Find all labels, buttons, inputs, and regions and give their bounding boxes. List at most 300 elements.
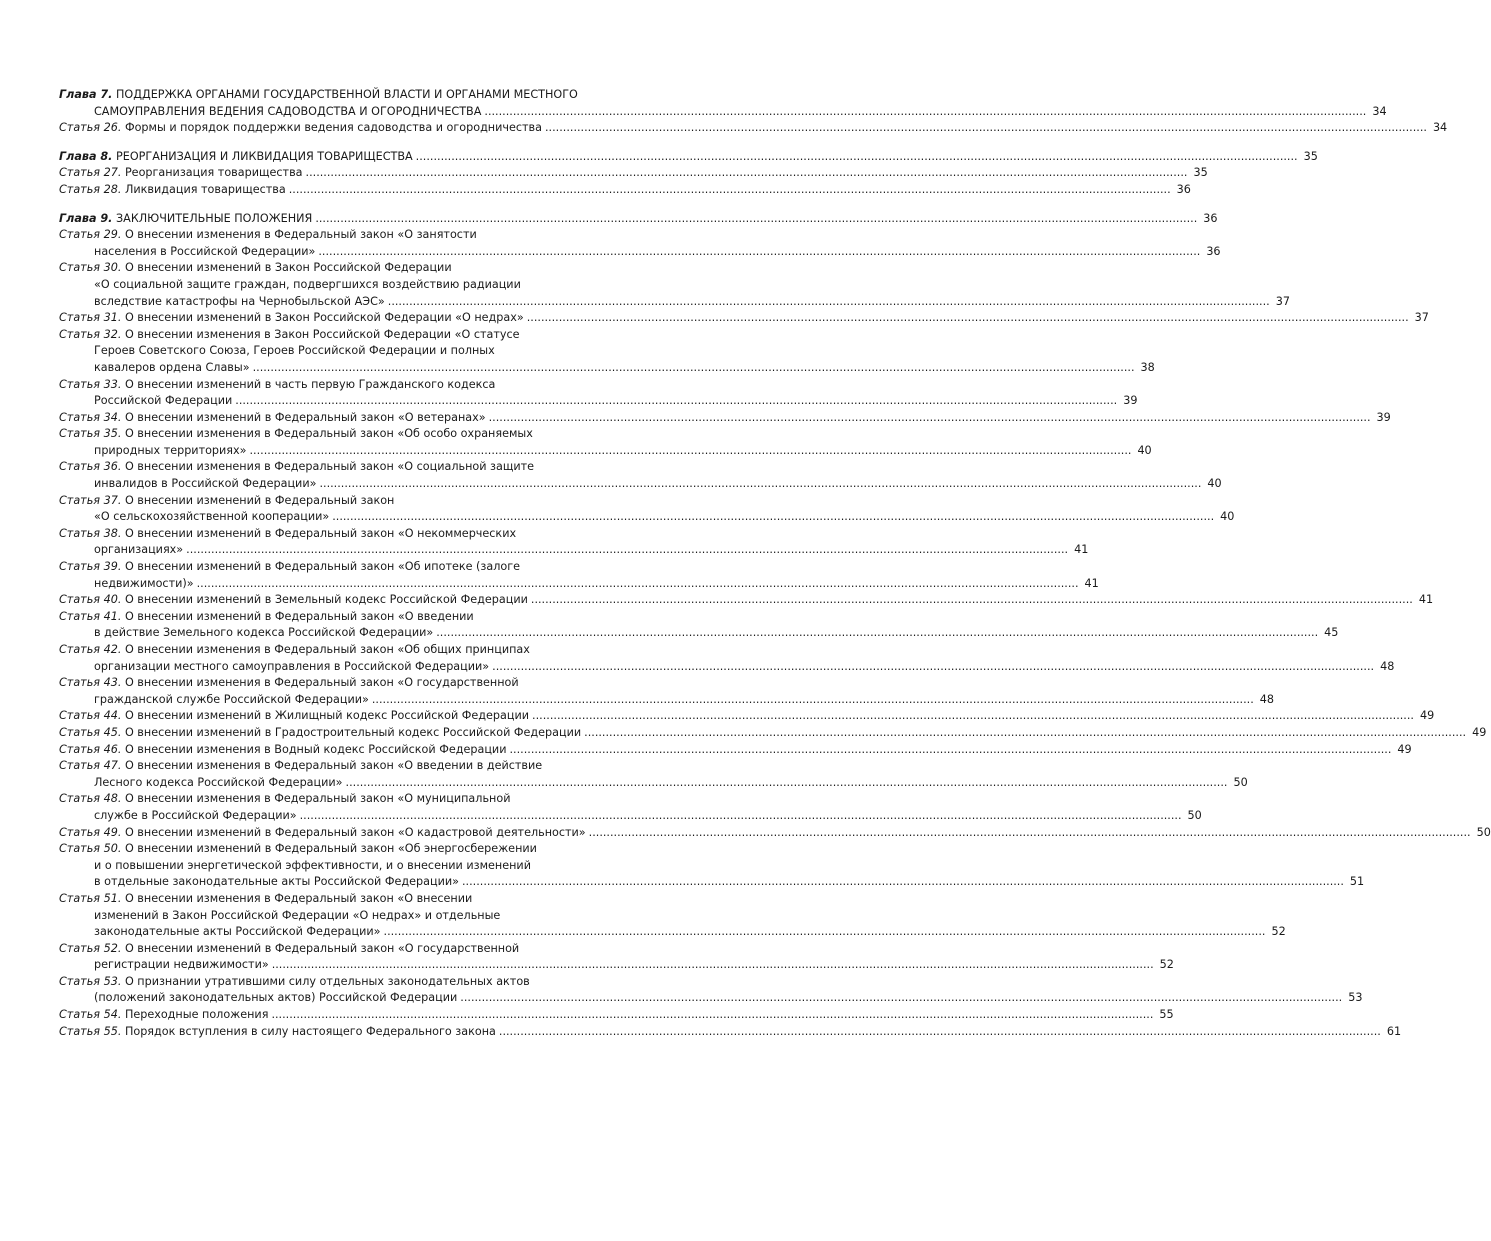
entry-title-line: О внесении изменения в Федеральный закон «О внесении	[124, 891, 473, 905]
article-label: Статья 43.	[59, 676, 122, 690]
entry-title-line: О внесении изменения в Закон Российской Федерации «О статусе	[124, 327, 520, 341]
article-label: Статья 44.	[59, 709, 122, 723]
toc-entry	[59, 426, 1152, 459]
entry-text	[59, 182, 286, 199]
article-label: Статья 38.	[59, 526, 122, 540]
entry-text	[59, 120, 542, 137]
toc-entry	[59, 327, 1155, 377]
entry-text	[59, 841, 537, 858]
page-number: 49	[1472, 725, 1487, 739]
entry-text	[94, 990, 457, 1007]
toc-line	[59, 1024, 1402, 1041]
entry-text	[94, 625, 433, 642]
toc-entry	[59, 559, 1099, 592]
page-number: 38	[1140, 360, 1155, 374]
entry-title-line: О внесении изменения в Федеральный закон «О социальной защите	[124, 460, 535, 474]
page-number: 50	[1476, 825, 1491, 839]
entry-text	[59, 758, 542, 775]
dot-leader	[289, 182, 1171, 199]
entry-text	[59, 377, 495, 394]
toc-line	[59, 924, 1286, 941]
page-number: 35	[1193, 166, 1208, 180]
article-label: Статья 34.	[59, 410, 122, 424]
chapter-title: РЕОРГАНИЗАЦИЯ И ЛИКВИДАЦИЯ ТОВАРИЩЕСТВА	[116, 149, 413, 163]
page-number: 40	[1220, 510, 1235, 524]
toc-line	[59, 659, 1395, 676]
page-number: 37	[1275, 294, 1290, 308]
toc-entry	[59, 791, 1202, 824]
toc-line	[59, 642, 680, 659]
toc-line	[59, 825, 1491, 842]
chapter-title: ЗАКЛЮЧИТЕЛЬНЫЕ ПОЛОЖЕНИЯ	[116, 211, 313, 225]
article-label: Статья 36.	[59, 460, 122, 474]
toc-entry	[59, 708, 1435, 725]
toc-line	[59, 227, 680, 244]
entry-title-line: кавалеров ордена Славы»	[94, 360, 250, 374]
article-label: Статья 54.	[59, 1008, 122, 1022]
article-list	[59, 227, 1491, 1040]
page-number: 41	[1418, 593, 1434, 607]
toc-line	[59, 1007, 1174, 1024]
toc-line	[59, 260, 680, 277]
entry-title-line: инвалидов в Российской Федерации»	[94, 477, 317, 491]
article-label: Статья 51.	[59, 891, 122, 905]
toc-entry	[59, 742, 1412, 759]
article-label: Статья 31.	[59, 311, 122, 325]
entry-title-line: О внесении изменений в Жилищный кодекс Российской Федерации	[124, 709, 530, 723]
toc-line	[59, 182, 1191, 199]
toc-line	[59, 410, 1391, 427]
entry-title-line: О внесении изменений в Федеральный закон «О ветеранах»	[124, 410, 486, 424]
entry-title-line: в действие Земельного кодекса Российской Федерации»	[94, 626, 434, 640]
entry-text	[59, 1024, 496, 1041]
entry-title-line: в отдельные законодательные акты Российской Федерации»	[94, 875, 459, 889]
entry-title-line: Российской Федерации	[94, 394, 233, 408]
page-number: 48	[1259, 692, 1275, 706]
entry-text	[94, 924, 381, 941]
entry-title-line: гражданской службе Российской Федерации»	[94, 692, 369, 706]
page-number: 53	[1348, 991, 1363, 1005]
toc-line	[59, 393, 1138, 410]
entry-title-line: и о повышении энергетической эффективности, и о внесении изменений	[94, 858, 531, 872]
dot-leader	[499, 1024, 1381, 1041]
entry-title-line: природных территориях»	[94, 443, 247, 457]
toc-entry	[59, 165, 1208, 182]
entry-text	[94, 360, 250, 377]
table-of-contents	[59, 87, 1491, 1052]
article-label: Статья 47.	[59, 759, 122, 773]
dot-leader	[319, 476, 1201, 493]
toc-entry	[59, 825, 1491, 842]
chapter-8	[59, 149, 1318, 199]
article-label: Статья 40.	[59, 593, 122, 607]
entry-text	[59, 426, 533, 443]
entry-text	[94, 775, 343, 792]
toc-entry	[59, 182, 1191, 199]
dot-leader	[186, 542, 1068, 559]
dot-leader	[315, 211, 1197, 228]
toc-line	[59, 244, 1221, 261]
entry-title-line: О внесении изменений в Закон Российской Федерации «О недрах»	[124, 311, 524, 325]
toc-entry	[59, 260, 1290, 310]
entry-text	[59, 891, 472, 908]
dot-leader	[235, 393, 1117, 410]
dot-leader	[509, 742, 1391, 759]
article-label: Статья 55.	[59, 1024, 122, 1038]
entry-text	[94, 393, 232, 410]
toc-line	[59, 493, 680, 510]
entry-title-line: О внесении изменений в Федеральный закон «О государственной	[124, 941, 520, 955]
dot-leader	[492, 659, 1374, 676]
entry-title-line: О внесении изменений в Федеральный закон	[124, 493, 395, 507]
entry-title-line: регистрации недвижимости»	[94, 958, 269, 972]
dot-leader	[589, 825, 1471, 842]
article-label: Статья 26.	[59, 121, 122, 135]
entry-text	[94, 692, 369, 709]
toc-line	[59, 957, 1174, 974]
toc-entry	[59, 758, 1248, 791]
article-label: Статья 49.	[59, 825, 122, 839]
dot-leader	[318, 244, 1200, 261]
article-label: Статья 53.	[59, 974, 122, 988]
entry-text	[94, 294, 385, 311]
toc-line	[59, 592, 1434, 609]
article-label: Статья 45.	[59, 725, 122, 739]
entry-text	[59, 526, 516, 543]
entry-text	[59, 791, 510, 808]
toc-line	[59, 476, 1222, 493]
dot-leader	[253, 360, 1135, 377]
toc-entry	[59, 377, 1138, 410]
page-number: 51	[1349, 875, 1365, 889]
entry-text	[59, 642, 530, 659]
toc-entry	[59, 725, 1487, 742]
toc-line	[59, 974, 680, 991]
entry-text	[94, 542, 183, 559]
toc-entry	[59, 1007, 1174, 1024]
entry-title-line: О внесении изменения в Федеральный закон «Об общих принципах	[124, 643, 530, 656]
page-number: 39	[1123, 394, 1138, 408]
toc-entry	[59, 410, 1391, 427]
entry-title-line: О внесении изменений в Федеральный закон «Об энергосбережении	[124, 842, 537, 856]
entry-title-line: вследствие катастрофы на Чернобыльской АЭС»	[94, 294, 385, 308]
entry-title-line: населения в Российской Федерации»	[94, 244, 316, 258]
entry-title-line: Героев Советского Союза, Героев Российской Федерации и полных	[94, 344, 495, 358]
chapter-label: Глава 7.	[59, 88, 113, 101]
dot-leader	[489, 410, 1371, 427]
chapter-heading-cont	[59, 104, 1387, 121]
entry-title-line: О внесении изменения в Водный кодекс Российской Федерации	[124, 742, 507, 756]
entry-text	[59, 1007, 268, 1024]
entry-text	[59, 165, 303, 182]
toc-line	[59, 327, 680, 344]
toc-line	[59, 609, 680, 626]
article-list	[59, 120, 1448, 137]
page-number: 50	[1233, 775, 1248, 789]
page-number: 49	[1397, 742, 1412, 756]
page-number: 48	[1380, 659, 1395, 673]
entry-text	[94, 659, 489, 676]
dot-leader	[332, 509, 1214, 526]
dot-leader	[300, 808, 1182, 825]
entry-text	[94, 576, 194, 593]
toc-entry	[59, 642, 1395, 675]
toc-entry	[59, 526, 1089, 559]
page-number: 39	[1376, 410, 1391, 424]
dot-leader	[197, 576, 1079, 593]
entry-text	[94, 509, 329, 526]
dot-leader	[460, 990, 1342, 1007]
toc-line	[59, 277, 680, 294]
entry-text	[59, 493, 394, 510]
entry-title-line: изменений в Закон Российской Федерации «О недрах» и отдельные	[94, 908, 501, 922]
toc-line	[59, 775, 1248, 792]
entry-text	[59, 559, 520, 576]
toc-line	[59, 708, 1435, 725]
article-label: Статья 42.	[59, 643, 122, 656]
entry-title-line: (положений законодательных актов) Российской Федерации	[94, 991, 458, 1005]
entry-title-line: О внесении изменений в Градостроительный кодекс Российской Федерации	[124, 725, 582, 739]
entry-title-line: «О сельскохозяйственной кооперации»	[94, 510, 330, 524]
toc-entry	[59, 310, 1429, 327]
toc-line	[59, 343, 680, 360]
entry-text	[59, 708, 529, 725]
entry-text	[59, 459, 534, 476]
entry-text	[59, 725, 581, 742]
entry-title-line: службе в Российской Федерации»	[94, 808, 297, 822]
dot-leader	[271, 1007, 1153, 1024]
entry-title-line: законодательные акты Российской Федерации»	[94, 925, 381, 939]
dot-leader	[545, 120, 1427, 137]
article-label: Статья 30.	[59, 261, 122, 275]
dot-leader	[462, 874, 1344, 891]
entry-text	[59, 941, 519, 958]
toc-entry	[59, 675, 1275, 708]
toc-line	[59, 808, 1202, 825]
entry-text	[94, 908, 500, 925]
entry-text	[94, 476, 316, 493]
dot-leader	[436, 625, 1318, 642]
toc-line	[59, 692, 1275, 709]
dot-leader	[584, 725, 1466, 742]
article-label: Статья 29.	[59, 228, 122, 242]
toc-entry	[59, 841, 1365, 891]
page-number: 52	[1159, 958, 1174, 972]
dot-leader	[250, 443, 1132, 460]
entry-text	[94, 808, 297, 825]
entry-text	[94, 874, 459, 891]
chapter-9	[59, 211, 1491, 1041]
page-number: 50	[1187, 808, 1202, 822]
entry-title-line: Порядок вступления в силу настоящего Федерального закона	[124, 1024, 496, 1038]
toc-entry	[59, 493, 1235, 526]
dot-leader	[416, 149, 1298, 166]
toc-entry	[59, 609, 1339, 642]
entry-title-line: О внесении изменений в Земельный кодекс Российской Федерации	[124, 593, 528, 607]
entry-text	[59, 609, 474, 626]
page-number: 34	[1432, 121, 1448, 135]
article-label: Статья 32.	[59, 327, 122, 341]
toc-line	[59, 310, 1429, 327]
toc-line	[59, 941, 680, 958]
chapter-heading	[59, 87, 680, 104]
toc-entry	[59, 974, 1363, 1007]
dot-leader	[272, 957, 1154, 974]
entry-text	[59, 327, 520, 344]
entry-text	[59, 974, 530, 991]
page-number: 41	[1084, 576, 1099, 590]
toc-line	[59, 990, 1363, 1007]
entry-title-line: О внесении изменений в Федеральный закон «О некоммерческих	[124, 526, 517, 540]
toc-line	[59, 294, 1290, 311]
dot-leader	[484, 104, 1366, 121]
toc-line	[59, 858, 680, 875]
chapter-title-line: ПОДДЕРЖКА ОРГАНАМИ ГОСУДАРСТВЕННОЙ ВЛАСТИ И ОРГАНАМИ МЕСТНОГО	[116, 88, 578, 101]
toc-line	[59, 165, 1208, 182]
dot-leader	[532, 708, 1414, 725]
dot-leader	[346, 775, 1228, 792]
toc-entry	[59, 592, 1434, 609]
entry-title-line: Ликвидация товарищества	[124, 182, 286, 196]
page-number: 41	[1074, 543, 1089, 557]
article-label: Статья 27.	[59, 166, 122, 180]
entry-title-line: О внесении изменения в Федеральный закон «О занятости	[124, 228, 477, 242]
page-number: 34	[1372, 104, 1387, 118]
page-number: 36	[1176, 182, 1191, 196]
page-number: 61	[1386, 1024, 1402, 1038]
entry-title-line: О внесении изменения в Федеральный закон «О введении в действие	[124, 759, 543, 773]
chapter-title-line: САМОУПРАВЛЕНИЯ ВЕДЕНИЯ САДОВОДСТВА И ОГОРОДНИЧЕСТВА	[94, 104, 482, 118]
toc-entry	[59, 120, 1448, 137]
article-label: Статья 46.	[59, 742, 122, 756]
article-label: Статья 39.	[59, 560, 122, 574]
toc-entry	[59, 941, 1174, 974]
entry-title-line: организации местного самоуправления в Российской Федерации»	[94, 659, 490, 673]
page-number: 35	[1303, 149, 1318, 163]
entry-text	[94, 244, 315, 261]
page-number: 36	[1203, 211, 1218, 225]
toc-line	[59, 120, 1448, 137]
article-label: Статья 37.	[59, 493, 122, 507]
article-label: Статья 35.	[59, 427, 122, 441]
toc-line	[59, 675, 680, 692]
dot-leader	[372, 692, 1254, 709]
toc-line	[59, 891, 680, 908]
page-number: 55	[1159, 1008, 1174, 1022]
dot-leader	[388, 294, 1270, 311]
article-list	[59, 165, 1208, 198]
toc-line	[59, 841, 680, 858]
page-number: 40	[1207, 477, 1222, 491]
entry-text	[59, 592, 528, 609]
entry-title-line: О внесении изменений в Федеральный закон «Об ипотеке (залоге	[124, 560, 520, 574]
article-label: Статья 33.	[59, 377, 122, 391]
article-label: Статья 48.	[59, 792, 122, 806]
entry-title-line: Лесного кодекса Российской Федерации»	[94, 775, 343, 789]
entry-title-line: недвижимости)»	[94, 576, 194, 590]
dot-leader	[306, 165, 1188, 182]
chapter-label: Глава 8.	[59, 149, 113, 163]
chapter-7	[59, 87, 1448, 137]
toc-entry	[59, 459, 1222, 492]
toc-line	[59, 559, 680, 576]
entry-text	[94, 957, 269, 974]
entry-text	[59, 825, 586, 842]
toc-entry	[59, 227, 1221, 260]
dot-leader	[527, 310, 1409, 327]
entry-title-line: О признании утратившими силу отдельных законодательных актов	[124, 974, 530, 988]
page-number: 40	[1137, 443, 1152, 457]
toc-line	[59, 625, 1339, 642]
toc-line	[59, 377, 680, 394]
chapter-heading	[59, 211, 1218, 228]
chapter-label: Глава 9.	[59, 211, 113, 225]
entry-title-line: О внесении изменений в Федеральный закон «О кадастровой деятельности»	[124, 825, 586, 839]
entry-title-line: О внесении изменений в часть первую Гражданского кодекса	[124, 377, 496, 391]
toc-line	[59, 791, 680, 808]
entry-text	[59, 410, 486, 427]
article-label: Статья 41.	[59, 609, 122, 623]
entry-text	[59, 227, 477, 244]
page-number: 36	[1206, 244, 1221, 258]
toc-line	[59, 742, 1412, 759]
toc-line	[59, 526, 680, 543]
entry-text	[94, 443, 247, 460]
toc-line	[59, 758, 680, 775]
article-label: Статья 50.	[59, 842, 122, 856]
entry-title-line: О внесении изменения в Федеральный закон «О государственной	[124, 676, 519, 690]
entry-title-line: Переходные положения	[124, 1008, 269, 1022]
toc-entry	[59, 891, 1286, 941]
toc-line	[59, 459, 680, 476]
dot-leader	[384, 924, 1266, 941]
entry-text	[59, 675, 519, 692]
entry-title-line: «О социальной защите граждан, подвергшихся воздействию радиации	[94, 277, 521, 291]
entry-text	[59, 742, 506, 759]
toc-line	[59, 360, 1155, 377]
entry-text	[94, 343, 495, 360]
entry-title-line: организациях»	[94, 543, 184, 557]
chapter-heading	[59, 149, 1318, 166]
entry-title-line: Формы и порядок поддержки ведения садоводства и огородничества	[124, 121, 542, 135]
article-label: Статья 28.	[59, 182, 122, 196]
entry-text	[59, 310, 524, 327]
toc-line	[59, 908, 680, 925]
entry-title-line: Реорганизация товарищества	[124, 166, 303, 180]
toc-line	[59, 426, 680, 443]
entry-title-line: О внесении изменения в Федеральный закон «О муниципальной	[124, 792, 511, 806]
entry-title-line: О внесении изменений в Закон Российской Федерации	[124, 261, 452, 275]
entry-text	[94, 858, 531, 875]
toc-line	[59, 542, 1089, 559]
entry-title-line: О внесении изменения в Федеральный закон «Об особо охраняемых	[124, 427, 533, 441]
toc-line	[59, 874, 1365, 891]
entry-title-line: О внесении изменений в Федеральный закон «О введении	[124, 609, 474, 623]
toc-line	[59, 443, 1152, 460]
entry-text	[59, 260, 452, 277]
toc-line	[59, 509, 1235, 526]
page-number: 49	[1419, 709, 1435, 723]
page-number: 52	[1271, 925, 1286, 939]
page-number: 45	[1324, 626, 1339, 640]
page-number: 37	[1414, 311, 1429, 325]
entry-text	[94, 277, 521, 294]
article-label: Статья 52.	[59, 941, 122, 955]
toc-line	[59, 576, 1099, 593]
toc-line	[59, 725, 1487, 742]
dot-leader	[531, 592, 1413, 609]
toc-entry	[59, 1024, 1402, 1041]
